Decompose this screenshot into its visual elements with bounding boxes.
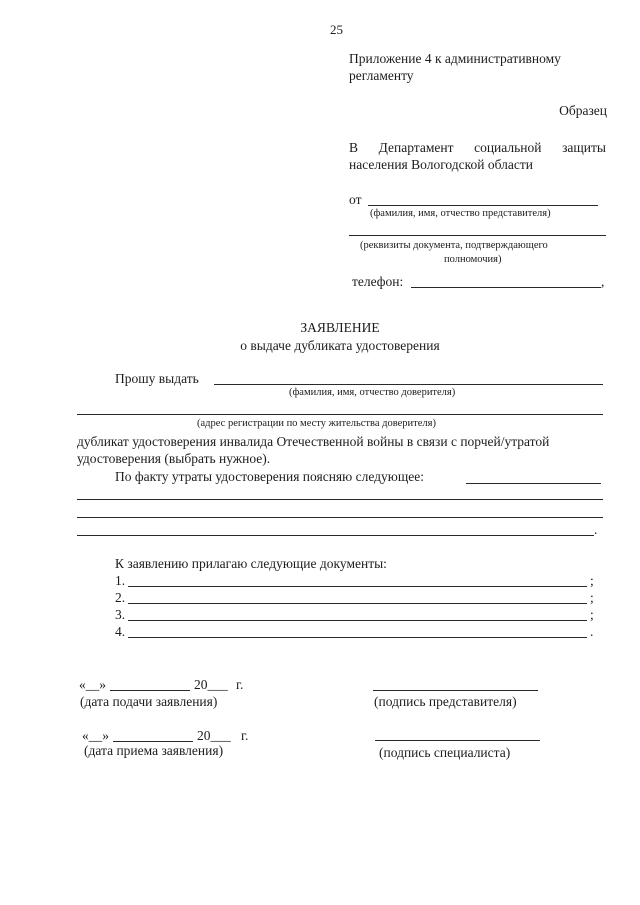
appendix-line-1: Приложение 4 к административному bbox=[349, 51, 561, 66]
receipt-date-hint: (дата приема заявления) bbox=[84, 743, 224, 758]
attachment-number: 2. bbox=[115, 590, 126, 605]
attachment-end: ; bbox=[590, 607, 594, 622]
attachment-end: ; bbox=[590, 590, 594, 605]
specialist-signature-hint: (подпись специалиста) bbox=[379, 745, 511, 760]
representative-name-line[interactable] bbox=[368, 205, 598, 206]
submission-date-hint: (дата подачи заявления) bbox=[80, 694, 218, 709]
attachment-line[interactable] bbox=[128, 586, 587, 587]
attachment-line[interactable] bbox=[128, 603, 587, 604]
receipt-year-suffix: г. bbox=[241, 728, 249, 743]
sample-label: Образец bbox=[559, 103, 607, 118]
credentials-hint-line-1: (реквизиты документа, подтверждающего bbox=[360, 240, 548, 251]
receipt-year: 20___ bbox=[197, 728, 231, 743]
attachment-number: 3. bbox=[115, 607, 126, 622]
loss-line-4[interactable] bbox=[77, 535, 594, 536]
representative-name-hint: (фамилия, имя, отчество представителя) bbox=[370, 208, 551, 219]
credentials-hint-line-2: полномочия) bbox=[444, 254, 502, 265]
attachment-line[interactable] bbox=[128, 620, 587, 621]
body-text-line-2: удостоверения (выбрать нужное). bbox=[77, 451, 271, 466]
principal-name-hint: (фамилия, имя, отчество доверителя) bbox=[289, 387, 456, 398]
recipient-line-2: населения Вологодской области bbox=[349, 157, 533, 172]
recipient-word-3: социальной bbox=[474, 140, 542, 155]
representative-signature-line[interactable] bbox=[373, 690, 538, 691]
appendix-line-2: регламенту bbox=[349, 68, 414, 83]
loss-explanation-label: По факту утраты удостоверения поясняю следующее: bbox=[115, 469, 424, 484]
loss-line-1[interactable] bbox=[466, 483, 601, 484]
attachment-end: . bbox=[590, 624, 594, 639]
recipient-line-1 bbox=[349, 140, 606, 156]
document-subtitle: о выдаче дубликата удостоверения bbox=[240, 338, 440, 353]
document-title: ЗАЯВЛЕНИЕ bbox=[300, 320, 380, 335]
from-label: от bbox=[349, 192, 362, 207]
receipt-date-open: «__» bbox=[82, 728, 109, 743]
principal-name-line[interactable] bbox=[214, 384, 603, 385]
phone-label: телефон: bbox=[352, 274, 404, 289]
submission-date-open: «__» bbox=[79, 677, 106, 692]
representative-signature-hint: (подпись представителя) bbox=[374, 694, 517, 709]
submission-year-suffix: г. bbox=[236, 677, 244, 692]
attachments-heading: К заявлению прилагаю следующие документы: bbox=[115, 556, 387, 571]
request-label: Прошу выдать bbox=[115, 371, 199, 386]
loss-line-2[interactable] bbox=[77, 499, 603, 500]
address-hint: (адрес регистрации по месту жительства доверителя) bbox=[197, 418, 436, 429]
phone-line[interactable] bbox=[411, 287, 601, 288]
recipient-word-1: В bbox=[349, 140, 359, 155]
body-text-line-1: дубликат удостоверения инвалида Отечественной войны в связи с порчей/утратой bbox=[77, 434, 550, 449]
submission-month-line[interactable] bbox=[110, 690, 190, 691]
page-number: 25 bbox=[330, 22, 343, 37]
attachment-number: 1. bbox=[115, 573, 126, 588]
specialist-signature-line[interactable] bbox=[375, 740, 540, 741]
submission-year: 20___ bbox=[194, 677, 228, 692]
recipient-word-4: защиты bbox=[562, 140, 606, 155]
address-line[interactable] bbox=[77, 414, 603, 415]
loss-line-3[interactable] bbox=[77, 517, 603, 518]
attachment-end: ; bbox=[590, 573, 594, 588]
attachment-number: 4. bbox=[115, 624, 126, 639]
recipient-word-2: Департамент bbox=[378, 140, 454, 155]
phone-end: , bbox=[601, 274, 605, 289]
loss-end-period: . bbox=[594, 522, 598, 537]
receipt-month-line[interactable] bbox=[113, 741, 193, 742]
credentials-line[interactable] bbox=[349, 235, 606, 236]
attachment-line[interactable] bbox=[128, 637, 587, 638]
